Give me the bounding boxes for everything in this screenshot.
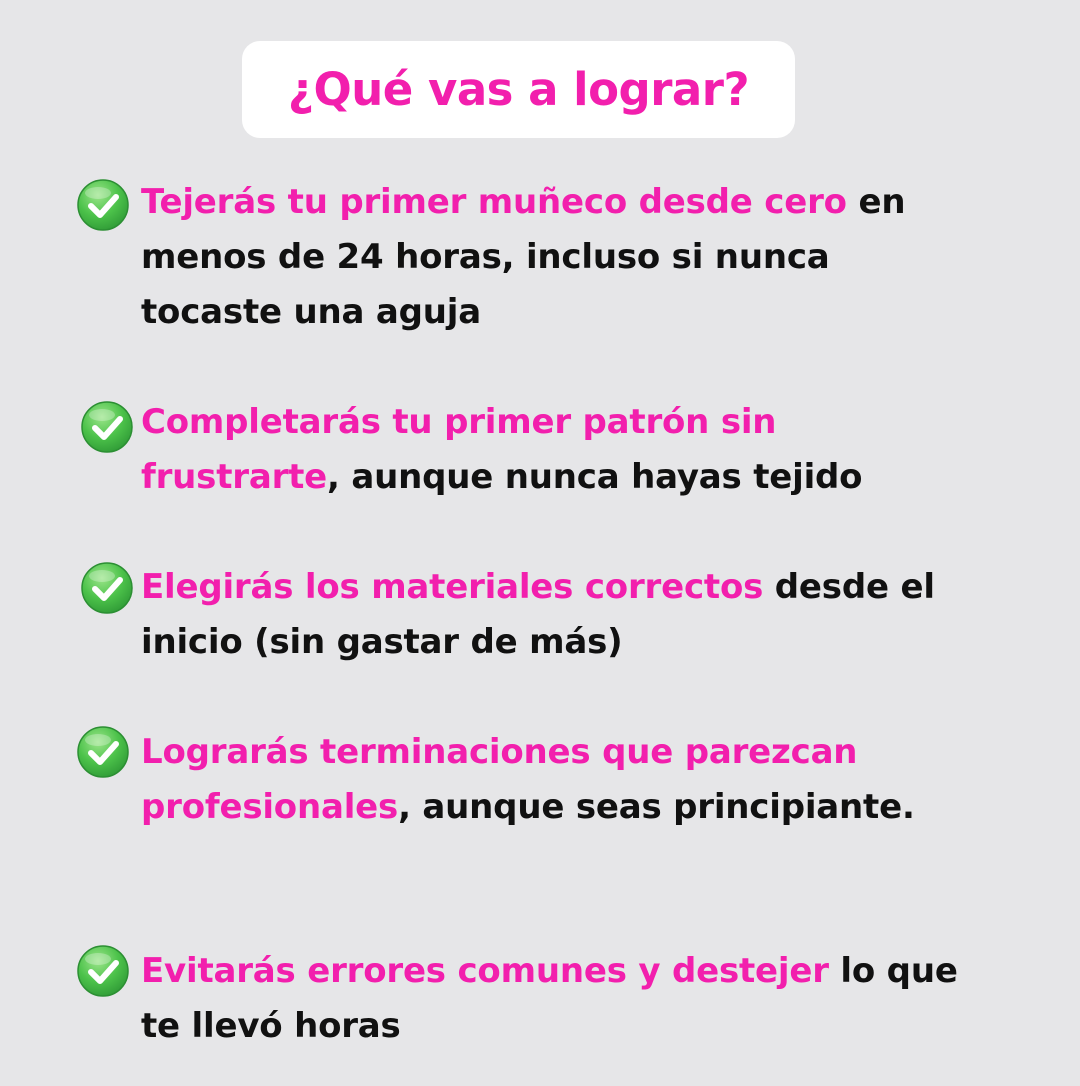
item-highlight: Completarás tu primer patrón sin frustrarte: [141, 402, 777, 497]
item-text: [141, 944, 971, 1054]
item-rest: desde el inicio (sin gastar de más): [141, 567, 935, 662]
check-icon: [80, 561, 134, 615]
item-text: [141, 725, 971, 835]
item-text: [141, 395, 971, 505]
check-icon: [80, 400, 134, 454]
item-rest: , aunque seas principiante.: [398, 787, 915, 827]
item-text: [141, 560, 971, 670]
item-highlight: Elegirás los materiales correctos: [141, 567, 764, 607]
item-highlight: Lograrás terminaciones que parezcan profesionales: [141, 732, 858, 827]
item-rest: en menos de 24 horas, incluso si nunca tocaste una aguja: [141, 182, 906, 332]
item-highlight: Tejerás tu primer muñeco desde cero: [141, 182, 847, 222]
check-icon: [76, 178, 130, 232]
item-highlight: Evitarás errores comunes y destejer: [141, 951, 829, 991]
item-rest: lo que te llevó horas: [141, 951, 958, 1046]
check-icon: [76, 944, 130, 998]
check-icon: [76, 725, 130, 779]
item-rest: , aunque nunca hayas tejido: [327, 457, 863, 497]
item-text: [141, 175, 971, 340]
title-banner: [242, 41, 795, 138]
page-title: ¿Qué vas a lograr?: [287, 63, 750, 116]
